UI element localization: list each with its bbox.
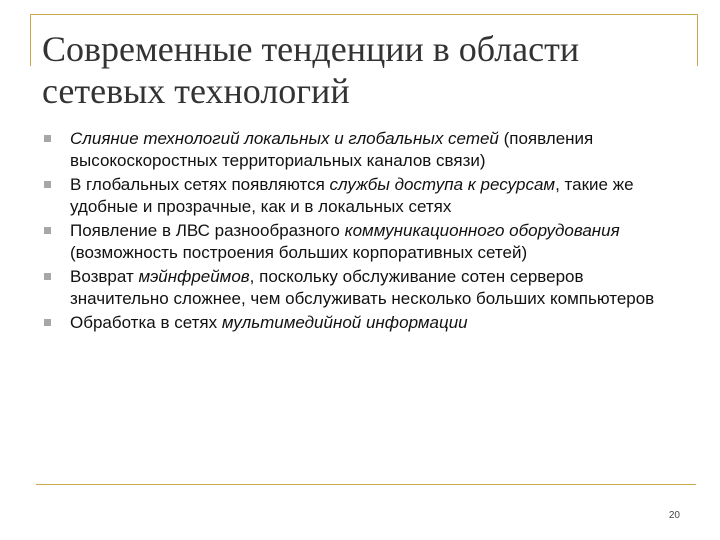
bullet-list [40, 128, 660, 337]
slide-title: Современные тенденции в области сетевых технологий [42, 29, 580, 111]
footer-line [36, 484, 696, 485]
bullet-square-icon [44, 227, 51, 234]
bullet-text: , поскольку обслуживание сотен серверов значительно сложнее, чем обслуживать несколько больших компьютеров [70, 267, 655, 308]
bullet-emphasis-text: Слияние технологий локальных и глобальных сетей [70, 129, 499, 148]
bullet-text: В глобальных сетях появляются [70, 175, 330, 194]
bullet-square-icon [44, 273, 51, 280]
bullet-text: Возврат [70, 267, 139, 286]
bullet-emphasis-text: мэйнфреймов [138, 267, 250, 286]
bullet-square-icon [44, 319, 51, 326]
frame-right-line [697, 14, 698, 66]
bullet-square-icon [44, 181, 51, 188]
frame-top-line [30, 14, 698, 15]
bullet-emphasis-text: мультимедийной информации [221, 313, 468, 332]
bullet-item [40, 220, 660, 263]
bullet-square-icon [44, 135, 51, 142]
bullet-text: (появления высокоскоростных территориальных каналов связи) [70, 129, 594, 170]
bullet-item [40, 174, 660, 217]
bullet-text: , такие же удобные и прозрачные, как и в локальных сетях [70, 175, 634, 216]
frame-left-line [30, 14, 31, 66]
bullet-text: Обработка в сетях [70, 313, 222, 332]
bullet-emphasis-text: коммуникационного оборудования [344, 221, 620, 240]
bullet-item [40, 266, 660, 309]
page-number: 20 [668, 510, 680, 521]
bullet-text: (возможность построения больших корпоративных сетей) [70, 242, 528, 262]
bullet-emphasis-text: службы доступа к ресурсам [329, 175, 556, 194]
bullet-item [40, 312, 660, 334]
bullet-item [40, 128, 660, 171]
bullet-text: Появление в ЛВС разнообразного [70, 221, 345, 240]
